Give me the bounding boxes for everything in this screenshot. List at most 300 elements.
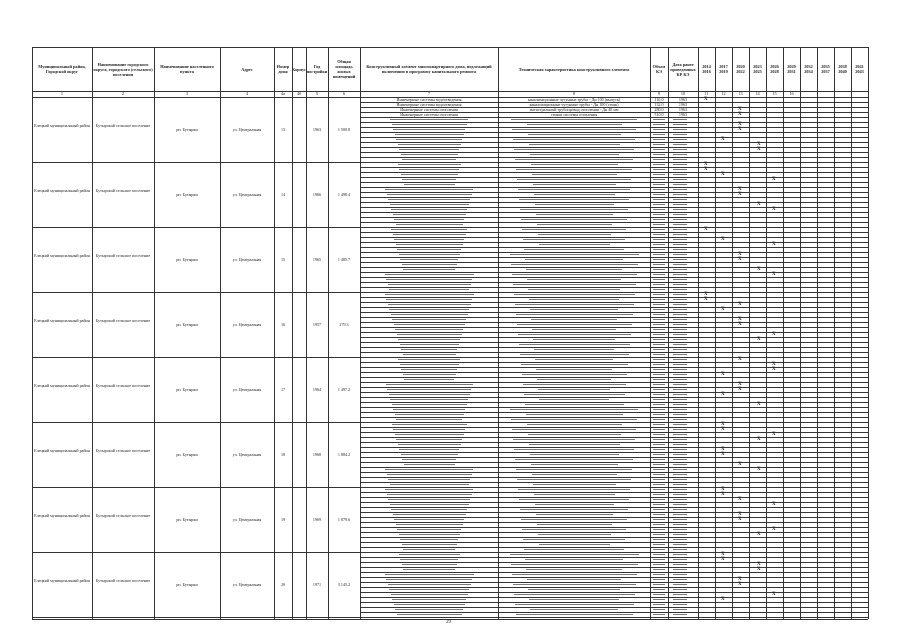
illegible-text <box>653 124 665 125</box>
grid-line <box>498 47 499 619</box>
group-street: ул. Центральная <box>232 451 262 457</box>
illegible-text <box>673 354 687 355</box>
illegible-text <box>401 174 458 175</box>
illegible-text <box>532 329 616 330</box>
illegible-text <box>529 599 619 600</box>
x-mark: X <box>721 137 725 142</box>
illegible-text <box>653 129 665 130</box>
illegible-text <box>653 379 665 380</box>
x-mark: X <box>721 487 725 492</box>
illegible-text <box>393 234 466 235</box>
illegible-text <box>673 349 687 350</box>
illegible-text <box>395 434 464 435</box>
illegible-text <box>673 259 687 260</box>
illegible-text <box>388 584 471 585</box>
illegible-text <box>653 409 665 410</box>
illegible-text <box>396 524 463 525</box>
grid-line <box>698 47 699 619</box>
illegible-text <box>514 449 634 450</box>
illegible-text <box>653 424 665 425</box>
illegible-text <box>653 269 665 270</box>
x-mark: X <box>772 207 776 212</box>
illegible-text <box>653 299 665 300</box>
x-mark: X <box>738 317 742 322</box>
illegible-text <box>653 194 665 195</box>
x-mark: X <box>772 432 776 437</box>
illegible-text <box>673 239 687 240</box>
header-settlement: Наименование городского округа, городского (сельского) поселения <box>93 61 153 77</box>
row-volume: 132.0 <box>654 102 664 107</box>
illegible-text <box>538 389 610 390</box>
illegible-text <box>515 459 633 460</box>
illegible-text <box>673 219 687 220</box>
illegible-text <box>673 449 687 450</box>
illegible-text <box>537 524 612 525</box>
illegible-text <box>392 599 466 600</box>
illegible-text <box>653 529 665 530</box>
grid-line <box>32 487 868 488</box>
illegible-text <box>653 294 665 295</box>
illegible-text <box>673 179 687 180</box>
illegible-text <box>673 269 687 270</box>
row-date: 1963 <box>678 107 688 112</box>
illegible-text <box>524 249 624 250</box>
illegible-text <box>534 349 614 350</box>
illegible-text <box>399 169 459 170</box>
group-locality: рп. Бутырки <box>176 516 198 522</box>
illegible-text <box>394 239 464 240</box>
column-number: 14 <box>755 91 760 96</box>
illegible-text <box>520 209 628 210</box>
illegible-text <box>673 484 687 485</box>
illegible-text <box>529 144 620 145</box>
illegible-text <box>673 194 687 195</box>
group-street: ул. Центральная <box>232 256 262 262</box>
x-mark: X <box>738 127 742 132</box>
grid-line <box>800 47 801 619</box>
group-street: ул. Центральная <box>232 191 262 197</box>
illegible-text <box>516 614 633 615</box>
illegible-text <box>653 449 665 450</box>
illegible-text <box>398 444 461 445</box>
illegible-text <box>399 534 460 535</box>
illegible-text <box>673 559 687 560</box>
x-mark: X <box>704 167 708 172</box>
header-prev-date: Дата ранее проведенных КР КЭ <box>670 61 696 77</box>
illegible-text <box>673 409 687 410</box>
illegible-text <box>386 299 472 300</box>
illegible-text <box>673 489 687 490</box>
illegible-text <box>400 344 459 345</box>
illegible-text <box>533 484 616 485</box>
illegible-text <box>673 554 687 555</box>
column-number: 8 <box>572 91 576 96</box>
illegible-text <box>516 169 632 170</box>
illegible-text <box>512 274 637 275</box>
row-element: Инженерные системы водоотведения <box>396 102 462 107</box>
row-spec: канализационные чугунные трубы - Дн 100 (выпуск) <box>527 97 621 102</box>
illegible-text <box>510 554 639 555</box>
group-area: 1 879.6 <box>337 516 351 522</box>
illegible-text <box>653 334 665 335</box>
group-street: ул. Центральная <box>232 516 262 522</box>
illegible-text <box>653 474 665 475</box>
illegible-text <box>385 274 474 275</box>
illegible-text <box>518 489 630 490</box>
illegible-text <box>673 609 687 610</box>
illegible-text <box>398 339 460 340</box>
illegible-text <box>390 399 468 400</box>
illegible-text <box>524 549 624 550</box>
illegible-text <box>404 379 454 380</box>
illegible-text <box>518 334 631 335</box>
x-mark: X <box>721 307 725 312</box>
illegible-text <box>393 129 465 130</box>
header-period-5: 2026 2028 <box>770 64 779 74</box>
illegible-text <box>673 294 687 295</box>
illegible-text <box>673 344 687 345</box>
illegible-text <box>401 454 458 455</box>
illegible-text <box>653 234 665 235</box>
illegible-text <box>653 254 665 255</box>
illegible-text <box>527 124 622 125</box>
illegible-text <box>653 414 665 415</box>
column-number: 12 <box>721 91 726 96</box>
illegible-text <box>653 509 665 510</box>
group-street: ул. Центральная <box>232 126 262 132</box>
x-mark: X <box>721 422 725 427</box>
grid-line <box>783 47 784 619</box>
illegible-text <box>653 214 665 215</box>
grid-line <box>328 47 329 619</box>
illegible-text <box>404 184 455 185</box>
grid-line <box>220 47 221 619</box>
illegible-text <box>539 399 609 400</box>
illegible-text <box>391 314 468 315</box>
illegible-text <box>396 419 462 420</box>
x-mark: X <box>721 447 725 452</box>
illegible-text <box>653 384 665 385</box>
illegible-text <box>391 229 467 230</box>
illegible-text <box>516 469 632 470</box>
illegible-text <box>673 439 687 440</box>
x-mark: X <box>757 267 761 272</box>
illegible-text <box>653 374 665 375</box>
group-district: Елецкий муниципальный район <box>34 512 90 518</box>
illegible-text <box>533 184 616 185</box>
x-mark: X <box>738 382 742 387</box>
illegible-text <box>653 349 665 350</box>
x-mark: X <box>721 392 725 397</box>
illegible-text <box>673 319 687 320</box>
illegible-text <box>673 124 687 125</box>
illegible-text <box>397 614 462 615</box>
illegible-text <box>399 449 459 450</box>
illegible-text <box>532 174 617 175</box>
row-element: Инженерные системы отопления <box>400 112 458 117</box>
illegible-text <box>522 229 626 230</box>
grid-line <box>32 47 868 48</box>
illegible-text <box>673 424 687 425</box>
group-year: 1965 <box>312 256 322 262</box>
group-year: 1964 <box>312 386 322 392</box>
grid-line <box>851 47 852 619</box>
illegible-text <box>673 284 687 285</box>
illegible-text <box>525 559 623 560</box>
grid-line <box>817 47 818 619</box>
group-year: 1971 <box>312 581 322 587</box>
illegible-text <box>673 599 687 600</box>
x-mark: X <box>772 592 776 597</box>
illegible-text <box>513 284 636 285</box>
illegible-text <box>673 119 687 120</box>
illegible-text <box>653 434 665 435</box>
illegible-text <box>653 159 665 160</box>
illegible-text <box>673 139 687 140</box>
x-mark: X <box>704 292 708 297</box>
illegible-text <box>521 364 628 365</box>
header-element: Конструктивный элемент многоквартирного дома, подлежащий включению в программу капитального ремонта <box>366 64 492 74</box>
header-period-3: 2020 2022 <box>736 64 745 74</box>
grid-line <box>32 617 868 618</box>
illegible-text <box>653 289 665 290</box>
x-mark: X <box>721 427 725 432</box>
illegible-text <box>653 364 665 365</box>
illegible-text <box>653 559 665 560</box>
illegible-text <box>403 269 455 270</box>
illegible-text <box>653 229 665 230</box>
x-mark: X <box>738 582 742 587</box>
illegible-text <box>521 219 627 220</box>
group-year: 1963 <box>312 126 322 132</box>
x-mark: X <box>704 162 708 167</box>
illegible-text <box>653 499 665 500</box>
x-mark: X <box>721 452 725 457</box>
illegible-text <box>527 279 621 280</box>
group-area: 279.3 <box>339 321 349 327</box>
illegible-text <box>653 454 665 455</box>
illegible-text <box>511 119 637 120</box>
illegible-text <box>673 289 687 290</box>
illegible-text <box>385 294 474 295</box>
group-district: Елецкий муниципальный район <box>34 252 90 258</box>
illegible-text <box>511 419 637 420</box>
illegible-text <box>653 439 665 440</box>
illegible-text <box>653 609 665 610</box>
illegible-text <box>539 244 610 245</box>
group-street: ул. Центральная <box>232 321 262 327</box>
illegible-text <box>396 139 462 140</box>
illegible-text <box>402 544 457 545</box>
illegible-text <box>653 614 665 615</box>
group-district: Елецкий муниципальный район <box>34 122 90 128</box>
illegible-text <box>653 169 665 170</box>
x-mark: X <box>738 192 742 197</box>
illegible-text <box>653 319 665 320</box>
illegible-text <box>653 359 665 360</box>
illegible-text <box>673 369 687 370</box>
illegible-text <box>522 529 626 530</box>
illegible-text <box>392 424 467 425</box>
illegible-text <box>403 354 456 355</box>
group-locality: рп. Бутырки <box>176 581 198 587</box>
illegible-text <box>673 164 687 165</box>
illegible-text <box>653 389 665 390</box>
illegible-text <box>653 324 665 325</box>
column-number: 10 <box>680 91 686 96</box>
illegible-text <box>673 204 687 205</box>
illegible-text <box>512 574 637 575</box>
header-period-6: 2029 2031 <box>787 64 796 74</box>
illegible-text <box>653 154 665 155</box>
illegible-text <box>399 149 459 150</box>
group-district: Елецкий муниципальный район <box>34 382 90 388</box>
grid-line <box>650 47 651 619</box>
x-mark: X <box>772 502 776 507</box>
row-date: 1963 <box>678 97 688 102</box>
illegible-text <box>673 429 687 430</box>
illegible-text <box>673 509 687 510</box>
group-street: ул. Центральная <box>232 386 262 392</box>
column-number: 5 <box>315 91 319 96</box>
header-building: Корпус <box>292 66 306 72</box>
illegible-text <box>653 469 665 470</box>
illegible-text <box>392 124 467 125</box>
x-mark: X <box>738 322 742 327</box>
illegible-text <box>400 259 458 260</box>
illegible-text <box>653 564 665 565</box>
illegible-text <box>673 364 687 365</box>
group-year: 1966 <box>312 191 322 197</box>
illegible-text <box>673 129 687 130</box>
grid-line <box>360 47 361 619</box>
illegible-text <box>653 544 665 545</box>
illegible-text <box>673 379 687 380</box>
illegible-text <box>653 184 665 185</box>
illegible-text <box>673 464 687 465</box>
illegible-text <box>528 289 620 290</box>
illegible-text <box>673 474 687 475</box>
illegible-text <box>515 304 634 305</box>
illegible-text <box>653 259 665 260</box>
illegible-text <box>513 584 636 585</box>
illegible-text <box>653 594 665 595</box>
illegible-text <box>653 244 665 245</box>
grid-line <box>274 47 275 619</box>
illegible-text <box>673 519 687 520</box>
x-mark: X <box>738 497 742 502</box>
page-number: 29 <box>446 620 451 625</box>
illegible-text <box>673 539 687 540</box>
illegible-text <box>653 479 665 480</box>
x-mark: X <box>738 107 742 112</box>
grid-line <box>32 227 868 228</box>
illegible-text <box>653 119 665 120</box>
group-district: Елецкий муниципальный район <box>34 317 90 323</box>
illegible-text <box>524 394 625 395</box>
illegible-text <box>653 189 665 190</box>
group-settlement: Бутырский сельское поселение <box>95 317 151 323</box>
illegible-text <box>403 549 455 550</box>
group-settlement: Бутырский сельское поселение <box>95 577 151 583</box>
column-number: 13 <box>738 91 743 96</box>
illegible-text <box>391 509 467 510</box>
x-mark: X <box>721 172 725 177</box>
illegible-text <box>386 579 472 580</box>
illegible-text <box>673 434 687 435</box>
illegible-text <box>519 344 630 345</box>
illegible-text <box>528 434 621 435</box>
grid-line <box>32 292 868 293</box>
illegible-text <box>394 324 465 325</box>
illegible-text <box>673 454 687 455</box>
header-period-1: 2014 2016 <box>702 64 711 74</box>
group-district: Елецкий муниципальный район <box>34 577 90 583</box>
group-year: 1968 <box>312 451 322 457</box>
illegible-text <box>673 504 687 505</box>
illegible-text <box>517 479 631 480</box>
grid-line <box>868 47 869 619</box>
illegible-text <box>521 519 627 520</box>
grid-line <box>715 47 716 619</box>
grid-line <box>32 91 868 92</box>
illegible-text <box>653 539 665 540</box>
column-number: 15 <box>772 91 777 96</box>
illegible-text <box>533 339 615 340</box>
illegible-text <box>392 319 466 320</box>
illegible-text <box>516 314 633 315</box>
grid-line <box>749 47 750 619</box>
illegible-text <box>386 384 473 385</box>
row-spec: стояки системы отопления <box>550 112 598 117</box>
illegible-text <box>395 609 463 610</box>
column-number: 11 <box>704 91 709 96</box>
illegible-text <box>513 139 635 140</box>
illegible-text <box>395 414 464 415</box>
illegible-text <box>673 479 687 480</box>
illegible-text <box>387 474 472 475</box>
illegible-text <box>385 469 473 470</box>
illegible-text <box>520 354 629 355</box>
column-number: 2 <box>121 91 125 96</box>
illegible-text <box>653 459 665 460</box>
row-date: 1963 <box>678 102 688 107</box>
group-locality: рп. Бутырки <box>176 451 198 457</box>
row-element: Инженерные системы водоотведения <box>396 97 462 102</box>
illegible-text <box>653 149 665 150</box>
illegible-text <box>536 514 613 515</box>
illegible-text <box>653 204 665 205</box>
illegible-text <box>391 594 468 595</box>
x-mark: X <box>738 517 742 522</box>
illegible-text <box>673 214 687 215</box>
column-number: 16 <box>789 91 794 96</box>
x-mark: X <box>772 242 776 247</box>
illegible-text <box>385 574 474 575</box>
illegible-text <box>653 514 665 515</box>
illegible-text <box>511 564 638 565</box>
illegible-text <box>673 339 687 340</box>
x-mark: X <box>721 237 725 242</box>
row-date: 1963 <box>678 112 688 117</box>
illegible-text <box>673 394 687 395</box>
group-year: 1957 <box>312 321 322 327</box>
header-period-7: 2032 2034 <box>804 64 813 74</box>
group-area: 1 485.7 <box>337 256 351 262</box>
illegible-text <box>653 134 665 135</box>
illegible-text <box>534 194 615 195</box>
header-volume: Объем КЭ <box>652 64 666 74</box>
